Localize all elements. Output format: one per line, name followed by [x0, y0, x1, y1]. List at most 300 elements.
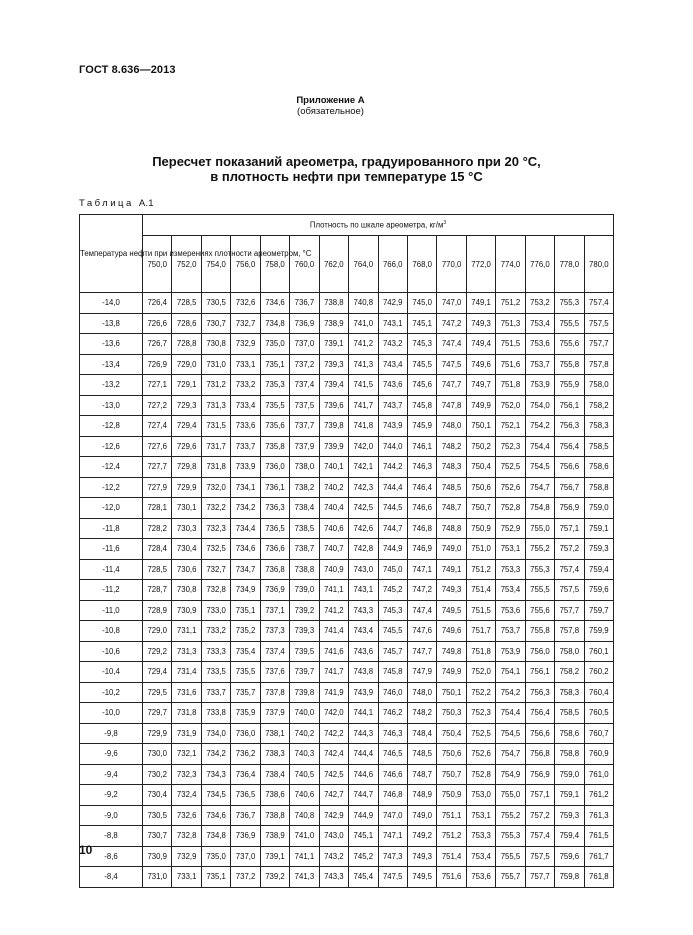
density-cell: 730,6: [172, 559, 201, 580]
density-cell: 761,0: [584, 764, 613, 785]
density-cell: 729,2: [143, 641, 172, 662]
density-cell: 728,5: [143, 559, 172, 580]
density-cell: 736,7: [231, 805, 260, 826]
density-cell: 745,7: [378, 641, 407, 662]
density-cell: 729,9: [143, 723, 172, 744]
density-cell: 734,6: [201, 805, 230, 826]
temperature-cell: -12,2: [80, 477, 143, 498]
density-cell: 746,1: [407, 436, 436, 457]
density-cell: 752,5: [466, 723, 495, 744]
density-cell: 759,0: [584, 498, 613, 519]
density-cell: 752,8: [466, 764, 495, 785]
density-cell: 733,5: [201, 662, 230, 683]
table-row: [80, 785, 614, 806]
density-cell: 730,2: [143, 764, 172, 785]
density-cell: 739,8: [290, 682, 319, 703]
density-column-header: 754,0: [201, 236, 230, 293]
density-cell: 728,1: [143, 498, 172, 519]
appendix-subtitle: (обязательное): [297, 106, 364, 117]
temperature-cell: -11,6: [80, 539, 143, 560]
density-cell: 756,4: [555, 436, 584, 457]
density-cell: 742,7: [319, 785, 348, 806]
density-cell: 734,6: [231, 539, 260, 560]
density-cell: 755,3: [496, 826, 525, 847]
density-cell: 754,9: [496, 764, 525, 785]
density-columns-row: [80, 236, 614, 293]
density-cell: 738,9: [260, 826, 289, 847]
density-column-header: 764,0: [349, 236, 378, 293]
density-cell: 750,4: [466, 457, 495, 478]
density-cell: 755,2: [525, 539, 554, 560]
density-cell: 734,5: [201, 785, 230, 806]
density-cell: 761,8: [584, 867, 613, 888]
density-cell: 729,1: [172, 375, 201, 396]
density-cell: 760,5: [584, 703, 613, 724]
density-cell: 730,8: [172, 580, 201, 601]
density-cell: 740,2: [319, 477, 348, 498]
temperature-cell: -10,6: [80, 641, 143, 662]
density-cell: 751,1: [437, 805, 466, 826]
density-cell: 736,2: [231, 744, 260, 765]
density-cell: 737,0: [231, 846, 260, 867]
table-row: [80, 354, 614, 375]
temperature-cell: -10,2: [80, 682, 143, 703]
density-cell: 742,6: [349, 518, 378, 539]
density-cell: 729,0: [143, 621, 172, 642]
density-cell: 749,2: [407, 826, 436, 847]
density-cell: 761,2: [584, 785, 613, 806]
table-row: [80, 334, 614, 355]
density-cell: 749,1: [437, 559, 466, 580]
density-cell: 743,4: [349, 621, 378, 642]
density-cell: 737,5: [290, 395, 319, 416]
density-cell: 759,4: [555, 826, 584, 847]
table-row: [80, 518, 614, 539]
density-cell: 748,0: [437, 416, 466, 437]
density-cell: 730,4: [172, 539, 201, 560]
density-cell: 739,8: [319, 416, 348, 437]
density-cell: 737,9: [290, 436, 319, 457]
table-row: [80, 477, 614, 498]
table-label-word: Таблица: [79, 198, 134, 209]
density-cell: 735,0: [201, 846, 230, 867]
density-cell: 757,1: [555, 518, 584, 539]
density-cell: 736,8: [260, 559, 289, 580]
density-column-header: 762,0: [319, 236, 348, 293]
density-cell: 735,5: [260, 395, 289, 416]
table-row: [80, 416, 614, 437]
density-cell: 738,1: [260, 723, 289, 744]
density-cell: 729,6: [172, 436, 201, 457]
density-cell: 755,0: [525, 518, 554, 539]
density-cell: 741,8: [349, 416, 378, 437]
density-cell: 749,6: [466, 354, 495, 375]
density-cell: 750,9: [466, 518, 495, 539]
table-body: [80, 293, 614, 888]
density-cell: 738,0: [290, 457, 319, 478]
density-cell: 740,8: [349, 293, 378, 314]
density-cell: 729,7: [143, 703, 172, 724]
density-cell: 743,2: [319, 846, 348, 867]
density-cell: 743,6: [378, 375, 407, 396]
density-cell: 739,6: [319, 395, 348, 416]
density-cell: 743,9: [349, 682, 378, 703]
density-cell: 746,4: [407, 477, 436, 498]
density-cell: 751,8: [466, 641, 495, 662]
density-cell: 733,9: [231, 457, 260, 478]
density-cell: 751,5: [496, 334, 525, 355]
density-cell: 754,1: [496, 662, 525, 683]
table-header-row: [80, 215, 614, 236]
density-cell: 758,8: [584, 477, 613, 498]
temperature-cell: -10,4: [80, 662, 143, 683]
density-cell: 732,9: [172, 846, 201, 867]
density-cell: 753,4: [525, 313, 554, 334]
density-cell: 742,1: [349, 457, 378, 478]
density-cell: 747,5: [437, 354, 466, 375]
density-cell: 752,5: [496, 457, 525, 478]
density-cell: 758,8: [555, 744, 584, 765]
density-cell: 747,2: [437, 313, 466, 334]
density-cell: 732,6: [231, 293, 260, 314]
density-cell: 741,3: [349, 354, 378, 375]
density-cell: 745,8: [378, 662, 407, 683]
density-cell: 736,9: [260, 580, 289, 601]
density-cell: 730,9: [143, 846, 172, 867]
density-cell: 755,0: [496, 785, 525, 806]
density-cell: 726,9: [143, 354, 172, 375]
density-cell: 751,2: [466, 559, 495, 580]
table-label-number: А.1: [138, 198, 154, 209]
density-cell: 750,9: [437, 785, 466, 806]
density-cell: 746,3: [407, 457, 436, 478]
density-cell: 737,3: [260, 621, 289, 642]
density-cell: 745,0: [378, 559, 407, 580]
density-cell: 742,5: [349, 498, 378, 519]
density-cell: 746,6: [407, 498, 436, 519]
density-cell: 740,4: [319, 498, 348, 519]
density-cell: 737,4: [260, 641, 289, 662]
density-cell: 748,4: [407, 723, 436, 744]
density-cell: 759,1: [555, 785, 584, 806]
density-cell: 747,5: [378, 867, 407, 888]
table-row: [80, 457, 614, 478]
density-cell: 756,9: [555, 498, 584, 519]
table-row: [80, 744, 614, 765]
temperature-cell: -12,6: [80, 436, 143, 457]
density-cell: 730,7: [143, 826, 172, 847]
temperature-cell: -8,6: [80, 846, 143, 867]
density-cell: 737,2: [231, 867, 260, 888]
page-title-line-2: в плотность нефти при температуре 15 °С: [210, 169, 483, 184]
density-cell: 749,3: [466, 313, 495, 334]
density-cell: 741,0: [349, 313, 378, 334]
density-cell: 747,4: [407, 600, 436, 621]
density-cell: 734,8: [260, 313, 289, 334]
density-column-group-header: [143, 215, 614, 236]
density-cell: 736,1: [260, 477, 289, 498]
density-cell: 740,2: [290, 723, 319, 744]
temperature-cell: -11,2: [80, 580, 143, 601]
table-row: [80, 703, 614, 724]
density-cell: 757,8: [584, 354, 613, 375]
density-cell: 731,8: [201, 457, 230, 478]
density-cell: 747,4: [437, 334, 466, 355]
density-cell: 732,7: [201, 559, 230, 580]
temperature-cell: -13,4: [80, 354, 143, 375]
density-cell: 731,6: [172, 682, 201, 703]
density-cell: 739,5: [290, 641, 319, 662]
density-cell: 747,2: [407, 580, 436, 601]
density-cell: 749,1: [466, 293, 495, 314]
density-column-header: 768,0: [407, 236, 436, 293]
temperature-cell: -11,0: [80, 600, 143, 621]
density-column-header: 766,0: [378, 236, 407, 293]
density-cell: 737,6: [260, 662, 289, 683]
density-cell: 738,3: [260, 744, 289, 765]
density-cell: 741,6: [319, 641, 348, 662]
density-cell: 757,1: [525, 785, 554, 806]
density-cell: 757,2: [525, 805, 554, 826]
density-cell: 746,8: [378, 785, 407, 806]
density-cell: 747,7: [407, 641, 436, 662]
density-cell: 744,4: [378, 477, 407, 498]
table-row: [80, 559, 614, 580]
density-cell: 733,1: [231, 354, 260, 375]
density-column-header: 778,0: [555, 236, 584, 293]
density-cell: 742,0: [319, 703, 348, 724]
density-cell: 745,5: [378, 621, 407, 642]
density-cell: 755,8: [525, 621, 554, 642]
density-cell: 737,4: [290, 375, 319, 396]
density-cell: 751,4: [466, 580, 495, 601]
density-cell: 758,0: [555, 641, 584, 662]
density-cell: 732,5: [201, 539, 230, 560]
density-cell: 741,0: [290, 826, 319, 847]
density-cell: 727,4: [143, 416, 172, 437]
density-cell: 743,3: [349, 600, 378, 621]
density-cell: 747,7: [437, 375, 466, 396]
density-cell: 747,1: [407, 559, 436, 580]
density-cell: 743,8: [349, 662, 378, 683]
density-cell: 728,4: [143, 539, 172, 560]
density-cell: 729,8: [172, 457, 201, 478]
density-cell: 753,3: [496, 559, 525, 580]
density-cell: 752,9: [496, 518, 525, 539]
density-cell: 731,8: [172, 703, 201, 724]
density-cell: 740,9: [319, 559, 348, 580]
density-cell: 747,9: [407, 662, 436, 683]
table-row: [80, 539, 614, 560]
density-cell: 733,8: [201, 703, 230, 724]
density-cell: 734,8: [201, 826, 230, 847]
temperature-cell: -9,6: [80, 744, 143, 765]
density-cell: 748,0: [407, 682, 436, 703]
density-cell: 748,2: [437, 436, 466, 457]
density-cell: 752,6: [496, 477, 525, 498]
density-cell: 758,6: [555, 723, 584, 744]
density-cell: 739,4: [319, 375, 348, 396]
density-cell: 729,4: [172, 416, 201, 437]
density-cell: 728,5: [172, 293, 201, 314]
density-cell: 728,9: [143, 600, 172, 621]
density-cell: 742,4: [319, 744, 348, 765]
density-cell: 727,1: [143, 375, 172, 396]
density-cell: 756,7: [555, 477, 584, 498]
temperature-cell: -9,8: [80, 723, 143, 744]
density-cell: 743,3: [319, 867, 348, 888]
density-cell: 730,0: [143, 744, 172, 765]
document-code: ГОСТ 8.636—2013: [79, 64, 176, 76]
density-cell: 747,3: [378, 846, 407, 867]
density-cell: 735,4: [231, 641, 260, 662]
density-cell: 740,0: [290, 703, 319, 724]
table-row: [80, 580, 614, 601]
density-cell: 749,9: [466, 395, 495, 416]
temperature-cell: -10,8: [80, 621, 143, 642]
density-cell: 754,5: [496, 723, 525, 744]
density-cell: 736,9: [290, 313, 319, 334]
density-cell: 755,5: [496, 846, 525, 867]
density-cell: 732,1: [172, 744, 201, 765]
table-row: [80, 436, 614, 457]
density-column-header: 780,0: [584, 236, 613, 293]
density-cell: 733,3: [201, 641, 230, 662]
density-cell: 757,4: [555, 559, 584, 580]
density-cell: 736,3: [260, 498, 289, 519]
density-cell: 738,5: [290, 518, 319, 539]
density-cell: 726,4: [143, 293, 172, 314]
density-cell: 750,2: [466, 436, 495, 457]
density-cell: 751,0: [466, 539, 495, 560]
density-cell: 739,0: [290, 580, 319, 601]
table-head: [80, 215, 614, 293]
density-column-header: 760,0: [290, 236, 319, 293]
density-header-text: Плотность по шкале ареометра, кг/м: [309, 220, 444, 230]
density-cell: 739,2: [260, 867, 289, 888]
density-cell: 748,5: [437, 477, 466, 498]
density-cell: 729,9: [172, 477, 201, 498]
density-cell: 727,2: [143, 395, 172, 416]
density-cell: 736,4: [231, 764, 260, 785]
density-cell: 755,6: [525, 600, 554, 621]
density-cell: 750,6: [437, 744, 466, 765]
density-cell: 745,3: [378, 600, 407, 621]
density-cell: 745,1: [407, 313, 436, 334]
density-cell: 753,0: [466, 785, 495, 806]
density-cell: 730,3: [172, 518, 201, 539]
density-cell: 734,2: [201, 744, 230, 765]
density-column-header: 774,0: [496, 236, 525, 293]
density-cell: 748,7: [407, 764, 436, 785]
density-cell: 751,6: [437, 867, 466, 888]
density-cell: 751,6: [496, 354, 525, 375]
density-cell: 729,0: [172, 354, 201, 375]
density-cell: 749,4: [466, 334, 495, 355]
density-cell: 746,8: [407, 518, 436, 539]
density-cell: 749,3: [437, 580, 466, 601]
density-cell: 753,3: [466, 826, 495, 847]
temperature-cell: -9,0: [80, 805, 143, 826]
table-row: [80, 867, 614, 888]
density-cell: 757,4: [584, 293, 613, 314]
table-row: [80, 723, 614, 744]
density-cell: 736,9: [231, 826, 260, 847]
density-cell: 756,0: [525, 641, 554, 662]
density-cell: 743,1: [349, 580, 378, 601]
density-cell: 751,8: [496, 375, 525, 396]
table-row: [80, 764, 614, 785]
density-cell: 749,5: [437, 600, 466, 621]
density-cell: 759,3: [584, 539, 613, 560]
density-cell: 753,6: [496, 600, 525, 621]
density-cell: 743,0: [319, 826, 348, 847]
density-cell: 731,7: [201, 436, 230, 457]
temperature-cell: -12,8: [80, 416, 143, 437]
density-cell: 760,4: [584, 682, 613, 703]
density-cell: 759,9: [584, 621, 613, 642]
density-cell: 744,4: [349, 744, 378, 765]
density-cell: 751,3: [496, 313, 525, 334]
density-cell: 753,6: [525, 334, 554, 355]
density-cell: 735,3: [260, 375, 289, 396]
density-cell: 758,5: [584, 436, 613, 457]
density-cell: 727,6: [143, 436, 172, 457]
density-cell: 753,4: [466, 846, 495, 867]
density-column-header: 752,0: [172, 236, 201, 293]
appendix-title: Приложение А: [296, 95, 365, 106]
density-cell: 743,4: [378, 354, 407, 375]
density-cell: 730,8: [201, 334, 230, 355]
density-cell: 748,2: [407, 703, 436, 724]
density-cell: 761,5: [584, 826, 613, 847]
density-cell: 740,1: [319, 457, 348, 478]
density-cell: 737,8: [260, 682, 289, 703]
density-cell: 752,6: [466, 744, 495, 765]
density-cell: 745,1: [349, 826, 378, 847]
density-cell: 755,7: [496, 867, 525, 888]
table-label: [79, 198, 154, 209]
density-cell: 747,6: [407, 621, 436, 642]
density-cell: 738,7: [290, 539, 319, 560]
density-cell: 743,2: [378, 334, 407, 355]
density-cell: 754,4: [525, 436, 554, 457]
density-cell: 734,2: [231, 498, 260, 519]
temperature-cell: -14,0: [80, 293, 143, 314]
density-cell: 728,6: [172, 313, 201, 334]
density-cell: 734,4: [231, 518, 260, 539]
density-cell: 736,0: [260, 457, 289, 478]
density-cell: 747,1: [378, 826, 407, 847]
density-cell: 741,1: [319, 580, 348, 601]
density-cell: 741,7: [349, 395, 378, 416]
temperature-cell: -8,8: [80, 826, 143, 847]
table-row: [80, 498, 614, 519]
density-column-header: 772,0: [466, 236, 495, 293]
density-cell: 744,1: [349, 703, 378, 724]
density-cell: 760,1: [584, 641, 613, 662]
density-cell: 755,6: [555, 334, 584, 355]
density-cell: 758,2: [555, 662, 584, 683]
density-cell: 757,7: [555, 600, 584, 621]
density-cell: 747,0: [378, 805, 407, 826]
density-cell: 749,3: [407, 846, 436, 867]
table-row: [80, 313, 614, 334]
density-cell: 735,1: [201, 867, 230, 888]
density-cell: 742,9: [319, 805, 348, 826]
density-cell: 753,1: [496, 539, 525, 560]
density-cell: 748,3: [437, 457, 466, 478]
